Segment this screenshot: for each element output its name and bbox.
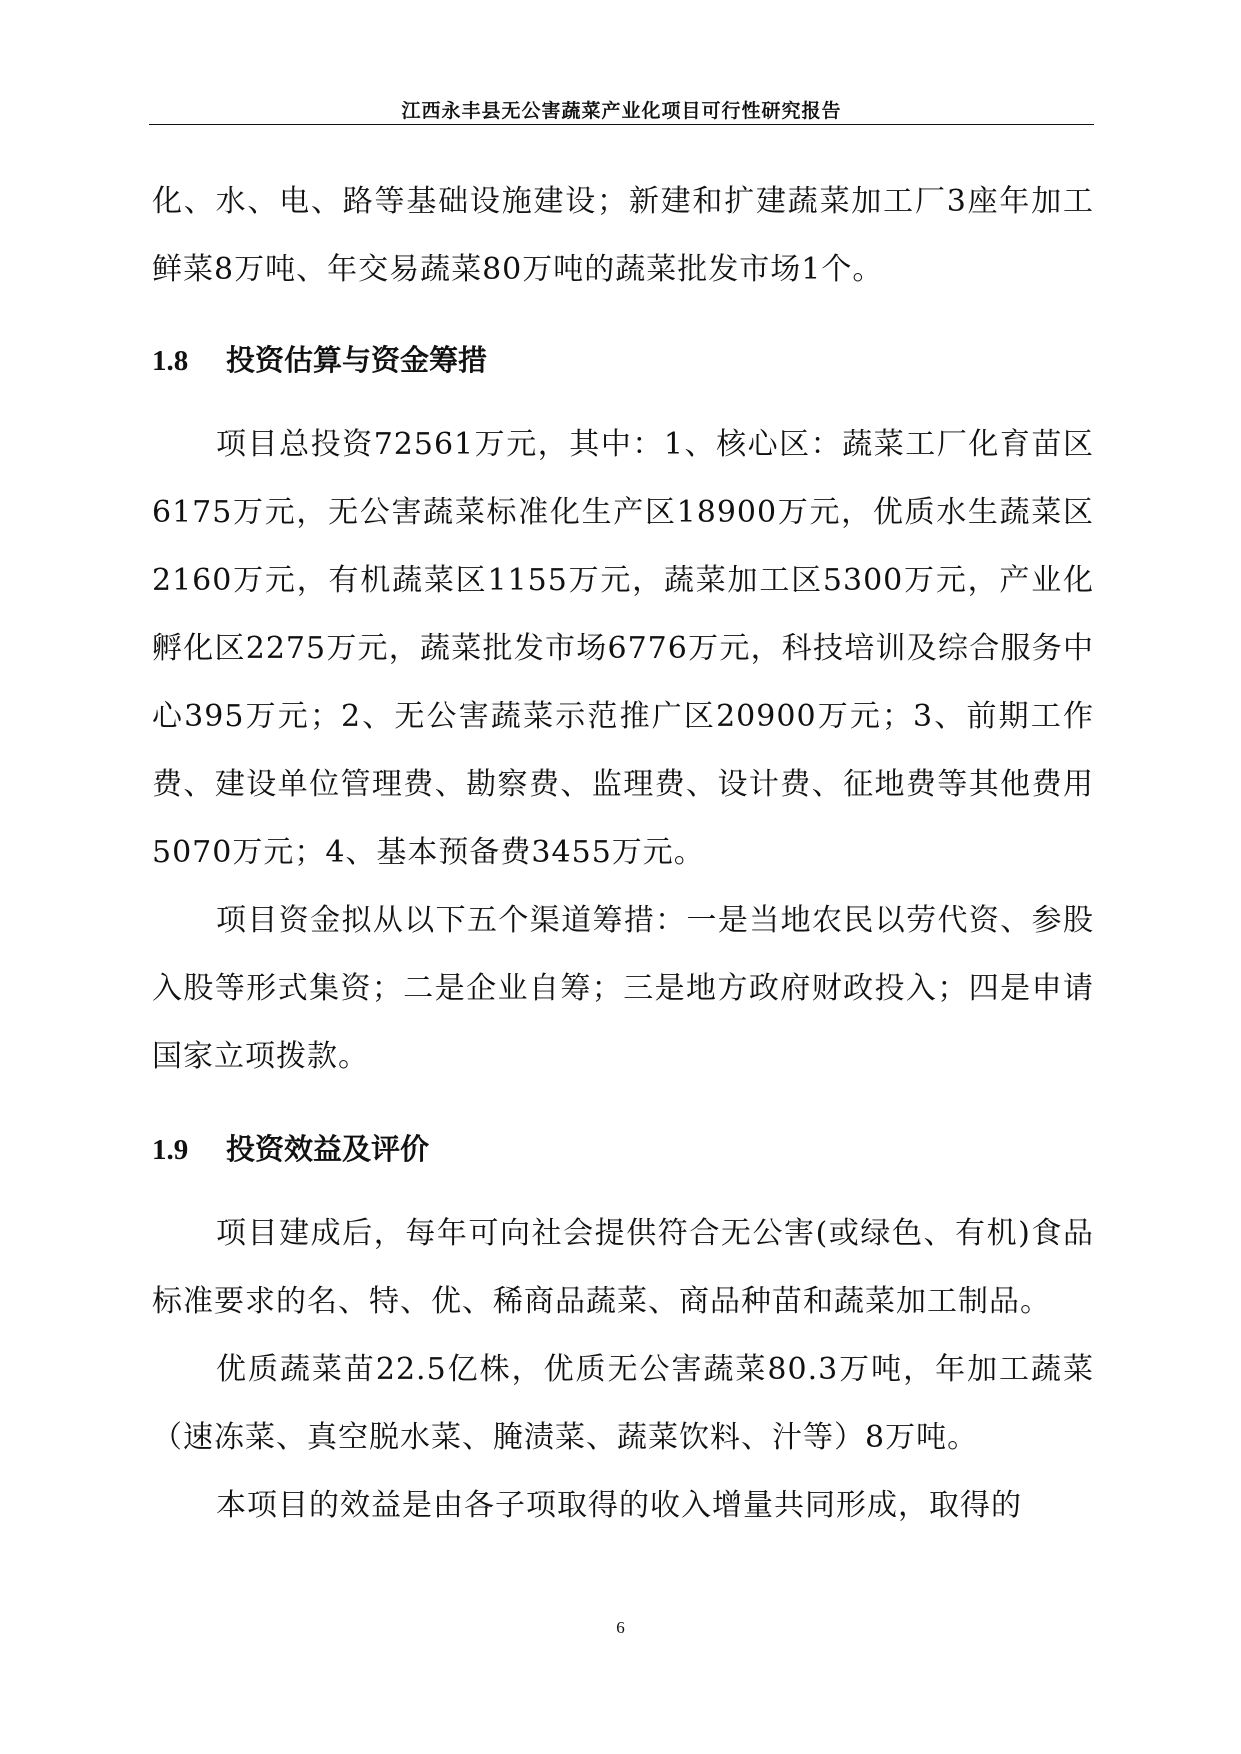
section-heading-1-8 (152, 326, 1094, 395)
section-number: 1.9 (152, 1134, 189, 1166)
header-rule (149, 124, 1094, 125)
paragraph-funding-channels: 项目资金拟从以下五个渠道筹措：一是当地农民以劳代资、参股入股等形式集资；二是企业自筹；三是地方政府财政投入；四是申请国家立项拨款。 (152, 903, 1094, 1074)
paragraph-products: 项目建成后，每年可向社会提供符合无公害(或绿色、有机)食品标准要求的名、特、优、稀商品蔬菜、商品种苗和蔬菜加工制品。 (152, 1216, 1094, 1319)
paragraph-investment-total: 项目总投资72561万元，其中：1、核心区：蔬菜工厂化育苗区6175万元，无公害蔬菜标准化生产区18900万元，优质水生蔬菜区2160万元，有机蔬菜区1155万元，蔬菜加工区5300万元，产业化孵化区2275万元，蔬菜批发市场6776万元，科技培训及综合服务中心395万元；2、无公害蔬菜示范推广区20900万元；3、前期工作费、建设单位管理费、勘察费、监理费、设计费、征地费等其他费用5070万元；4、基本预备费3455万元。 (152, 427, 1094, 870)
section-title: 投资估算与资金筹措 (226, 343, 488, 377)
page-body (152, 168, 1094, 1540)
page-number: 6 (616, 1618, 625, 1637)
section-number: 1.8 (152, 345, 189, 377)
paragraph-output: 优质蔬菜苗22.5亿株，优质无公害蔬菜80.3万吨，年加工蔬菜（速冻菜、真空脱水菜、腌渍菜、蔬菜饮料、汁等）8万吨。 (152, 1352, 1094, 1455)
paragraph-benefits: 本项目的效益是由各子项取得的收入增量共同形成，取得的 (216, 1488, 1022, 1523)
running-header: 江西永丰县无公害蔬菜产业化项目可行性研究报告 (401, 100, 842, 122)
section-heading-1-9 (152, 1115, 1094, 1184)
section-title: 投资效益及评价 (226, 1132, 430, 1166)
paragraph-continued: 化、水、电、路等基础设施建设；新建和扩建蔬菜加工厂3座年加工鲜菜8万吨、年交易蔬菜80万吨的蔬菜批发市场1个。 (152, 184, 1094, 287)
